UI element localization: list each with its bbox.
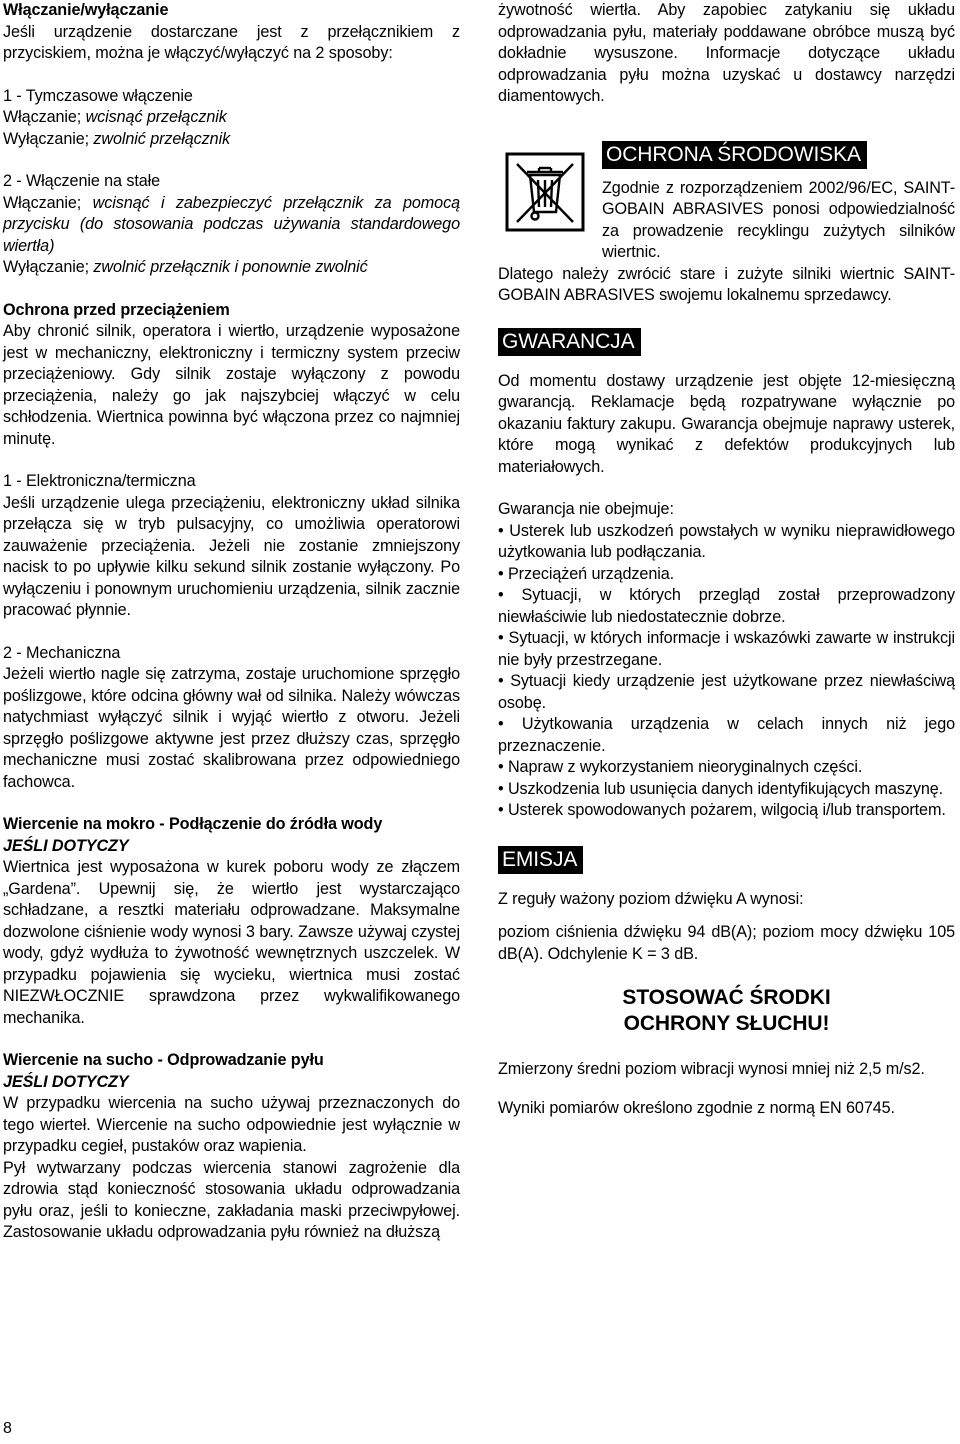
env-text-2: Dlatego należy zwrócić stare i zużyte silniki wiertnic SAINT-GOBAIN ABRASIVES swojemu lokalnemu sprzedawcy. xyxy=(498,264,955,304)
switch-title: Włączanie/wyłączanie xyxy=(3,1,169,19)
emission-intro: Z reguły ważony poziom dźwięku A wynosi: xyxy=(498,889,804,908)
electronic-text: Jeśli urządzenie ulega przeciążeniu, elektroniczny układ silnika przełącza się w tryb pulsacyjny, co umożliwia operatorowi zauważenie przeciążenia. Jeżeli nie zostanie zmniejszony nacisk to po upływie kilku sekund silnik zostanie wyłączony. Po wyłączeniu i ponownym uruchomieniu urządzenia, silnik zacznie pracować płynnie. xyxy=(3,493,460,619)
crossed-bin-icon xyxy=(505,152,585,232)
wet-sub: JEŚLI DOTYCZY xyxy=(3,836,129,855)
emission-values: poziom ciśnienia dźwięku 94 dB(A); poziom mocy dźwięku 105 dB(A). Odchylenie K = 3 dB. xyxy=(498,923,955,963)
warranty-title: GWARANCJA xyxy=(498,328,641,356)
list-item: • Sytuacji kiedy urządzenie jest użytkowane przez niewłaściwą osobę. xyxy=(498,672,955,712)
list-item: • Usterek spowodowanych pożarem, wilgocią i/lub transportem. xyxy=(498,801,946,819)
list-item: • Sytuacji, w których informacje i wskazówki zawarte w instrukcji nie były przestrzegane. xyxy=(498,629,955,669)
perm-off: Wyłączanie; zwolnić przełącznik i ponownie zwolnić xyxy=(3,258,368,276)
list-item: • Uszkodzenia lub usunięcia danych identyfikujących maszynę. xyxy=(498,779,944,798)
env-text-1: Zgodnie z rozporządzeniem 2002/96/EC, SAINT-GOBAIN ABRASIVES ponosi odpowiedzialność za prowadzenie recyklingu zużytych silników wiertnic. xyxy=(602,178,955,261)
temp-off: Wyłączanie; zwolnić przełącznik xyxy=(3,129,231,148)
temp-on: Włączanie; wcisnąć przełącznik xyxy=(3,108,227,126)
list-item: • Przeciążeń urządzenia. xyxy=(498,564,675,583)
exclusions-list xyxy=(498,521,955,822)
list-item: • Usterek lub uszkodzeń powstałych w wyniku nieprawidłowego użytkowania lub podłączania. xyxy=(498,521,955,561)
exclusions-intro: Gwarancja nie obejmuje: xyxy=(498,500,674,518)
perm-on: Włączanie; wcisnąć i zabezpieczyć przełącznik za pomocą przycisku (do stosowania podczas używania standardowego wiertła) xyxy=(3,193,460,255)
standard-text: Wyniki pomiarów określono zgodnie z normą EN 60745. xyxy=(498,1098,895,1117)
electronic-title: 1 - Elektroniczna/termiczna xyxy=(3,472,196,490)
vibration-text: Zmierzony średni poziom wibracji wynosi mniej niż 2,5 m/s2. xyxy=(498,1060,925,1078)
left-column xyxy=(3,0,460,1244)
dry-sub: JEŚLI DOTYCZY xyxy=(3,1072,129,1091)
overload-text: Aby chronić silnik, operatora i wiertło, urządzenie wyposażone jest w mechaniczny, elektroniczny i termiczny system przeciw przeciążeniowy. Gdy silnik zostaje wyłączony z powodu przeciążenia, należy go jak najszybciej włączyć w celu schłodzenia. Wiertnica powinna być włączona przez co najmniej minutę. xyxy=(3,322,460,448)
mechanical-title: 2 - Mechaniczna xyxy=(3,643,121,662)
dry-title: Wiercenie na sucho - Odprowadzanie pyłu xyxy=(3,1051,324,1069)
page-number: 8 xyxy=(3,1420,12,1437)
mechanical-text: Jeżeli wiertło nagle się zatrzyma, zostaje uruchomione sprzęgło poślizgowe, które odcina główny wał od silnika. Należy wówczas natychmiast wyłączyć silnik i wyjąć wiertło z otworu. Jeżeli sprzęgło poślizgowe aktywne jest przez dłuższy czas, sprzęgło mechaniczne musi zostać skalibrowana przez odpowiedniego fachowca. xyxy=(3,665,460,791)
dry-text-2: Pył wytwarzany podczas wiercenia stanowi zagrożenie dla zdrowia stąd konieczność stosowania układu odprowadzania pyłu oraz, jeśli to konieczne, zakładania maski przeciwpyłowej. Zastosowanie układu odprowadzania pyłu również na dłuższą xyxy=(3,1158,460,1241)
switch-intro: Jeśli urządzenie dostarczane jest z przełącznikiem z przyciskiem, można je włączyć/wyłączyć na 2 sposoby: xyxy=(3,22,460,62)
hearing-warning: STOSOWAĆ ŚRODKI OCHRONY SŁUCHU! xyxy=(622,986,831,1035)
dry-continued: żywotność wiertła. Aby zapobiec zatykaniu się układu odprowadzania pyłu, materiały poddawane obróbce muszą być dokładnie wysuszone. Informacje dotyczące układu odprowadzania pyłu można uzyskać u dostawcy narzędzi diamentowych. xyxy=(498,1,955,105)
wet-text: Wiertnica jest wyposażona w kurek poboru wody ze złączem „Gardena”. Upewnij się, że wiertło jest wystarczająco schładzane, a resztki materiału odprowadzane. Maksymalne dozwolone ciśnienie wody wynosi 3 bary. Zawsze używaj czystej wody, gdyż wydłuża to żywotność wewnętrznych uszczelek. W przypadku pojawienia się wycieku, wiertnica musi zostać NIEZWŁOCZNIE sprawdzona przez wykwalifikowanego mechanika. xyxy=(3,858,460,1027)
wet-title: Wiercenie na mokro - Podłączenie do źródła wody xyxy=(3,815,383,833)
temp-title: 1 - Tymczasowe włączenie xyxy=(3,86,193,105)
emission-title: EMISJA xyxy=(498,846,583,874)
warranty-text: Od momentu dostawy urządzenie jest objęte 12-miesięczną gwarancją. Reklamacje będą rozpatrywane wyłącznie po okazaniu faktury zakupu. Gwarancja obejmuje naprawy usterek, które mogą wynikać z defektów produkcyjnych lub materiałowych. xyxy=(498,371,955,476)
perm-title: 2 - Włączenie na stałe xyxy=(3,172,161,190)
dry-text-1: W przypadku wiercenia na sucho używaj przeznaczonych do tego wierteł. Wiercenie na sucho odpowiednie jest wyłącznie w przypadku cegieł, pustaków oraz wapienia. xyxy=(3,1094,460,1155)
list-item: • Użytkowania urządzenia w celach innych niż jego przeznaczenie. xyxy=(498,715,955,755)
env-title: OCHRONA ŚRODOWISKA xyxy=(602,141,867,169)
list-item: • Napraw z wykorzystaniem nieoryginalnych części. xyxy=(498,758,863,776)
list-item: • Sytuacji, w których przegląd został przeprowadzony niewłaściwie lub niedostatecznie dobrze. xyxy=(498,586,955,626)
overload-title: Ochrona przed przeciążeniem xyxy=(3,300,230,319)
